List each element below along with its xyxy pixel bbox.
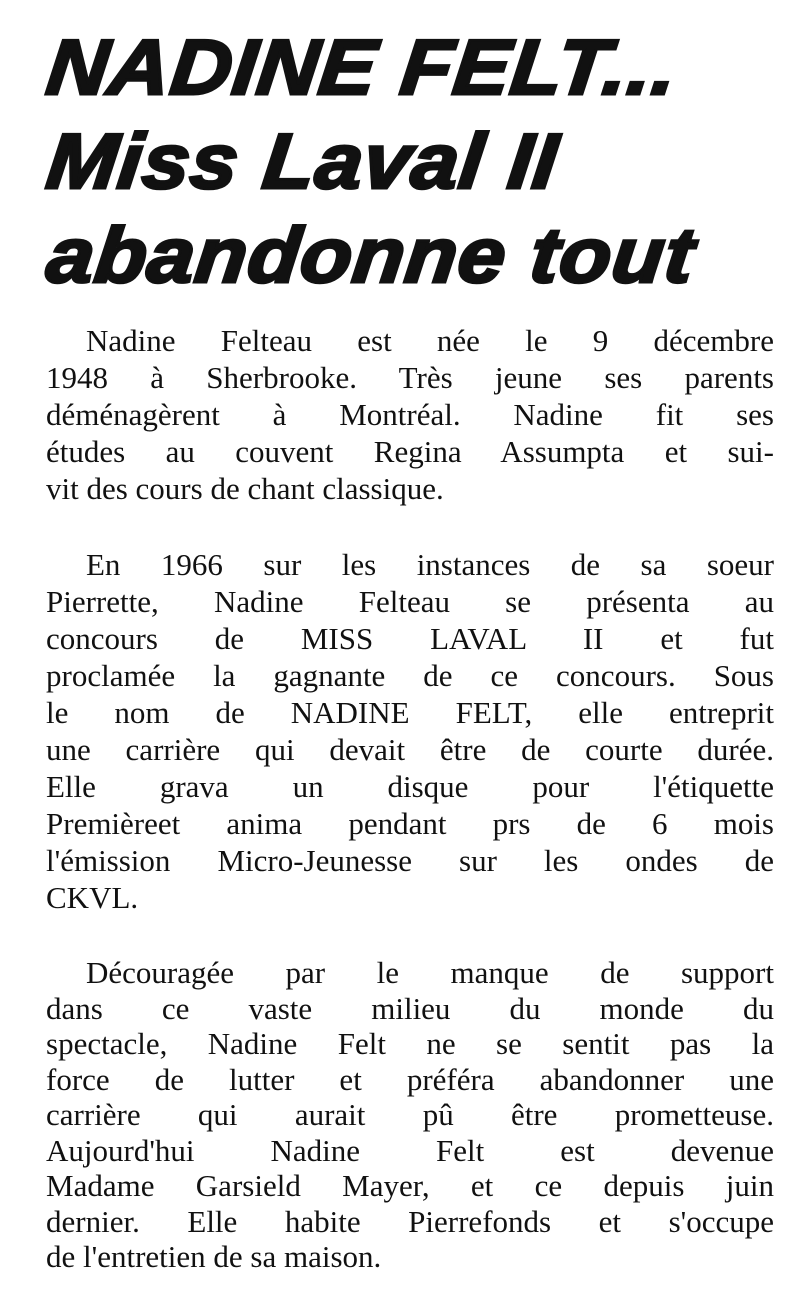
text-line: Nadine Felteau est née le 9 décembre [86,323,774,358]
text-line: Madame Garsield Mayer, et ce depuis juin [46,1168,774,1203]
text-line: déménagèrent à Montréal. Nadine fit ses [46,397,774,432]
text-line: Aujourd'hui Nadine Felt est devenue [46,1132,774,1168]
text-line: Découragée par le manque de support [86,955,774,990]
text-line: Elle grava un disque pour l'étiquette [46,769,774,804]
text-line: l'émission Micro-Jeunesse sur les ondes de [46,843,774,878]
text-line: études au couvent Regina Assumpta et sui- [46,434,774,469]
text-line: force de lutter et préféra abandonner une [46,1061,774,1097]
text-line: proclamée la gagnante de ce concours. Sous [46,658,774,693]
text-line: vit des cours de chant classique. [46,471,444,506]
headline-line: abandonne tout [42,211,700,299]
text-line: le nom de NADINE FELT, elle entreprit [46,695,774,730]
paragraph-2 [46,546,774,916]
text-line: Premièreet anima pendant prs de 6 mois [46,806,774,841]
text-line: dans ce vaste milieu du monde du [46,990,774,1026]
text-line: dernier. Elle habite Pierrefonds et s'occupe [46,1203,774,1239]
text-line: spectacle, Nadine Felt ne se sentit pas la [46,1026,774,1061]
paragraph-3 [46,955,774,1275]
headline-line: Miss Laval II [42,117,563,205]
text-line: 1948 à Sherbrooke. Très jeune ses parents [46,360,774,395]
headline-line: NADINE FELT... [42,23,683,111]
text-line: de l'entretien de sa maison. [46,1239,382,1274]
text-line: concours de MISS LAVAL II et fut [46,621,774,656]
text-line: une carrière qui devait être de courte durée. [46,732,774,767]
paragraph-1 [46,322,774,507]
text-line: CKVL. [46,880,139,915]
text-line: En 1966 sur les instances de sa soeur [86,547,774,582]
text-line: carrière qui aurait pû être prometteuse. [46,1097,774,1132]
text-line: Pierrette, Nadine Felteau se présenta au [46,584,774,619]
